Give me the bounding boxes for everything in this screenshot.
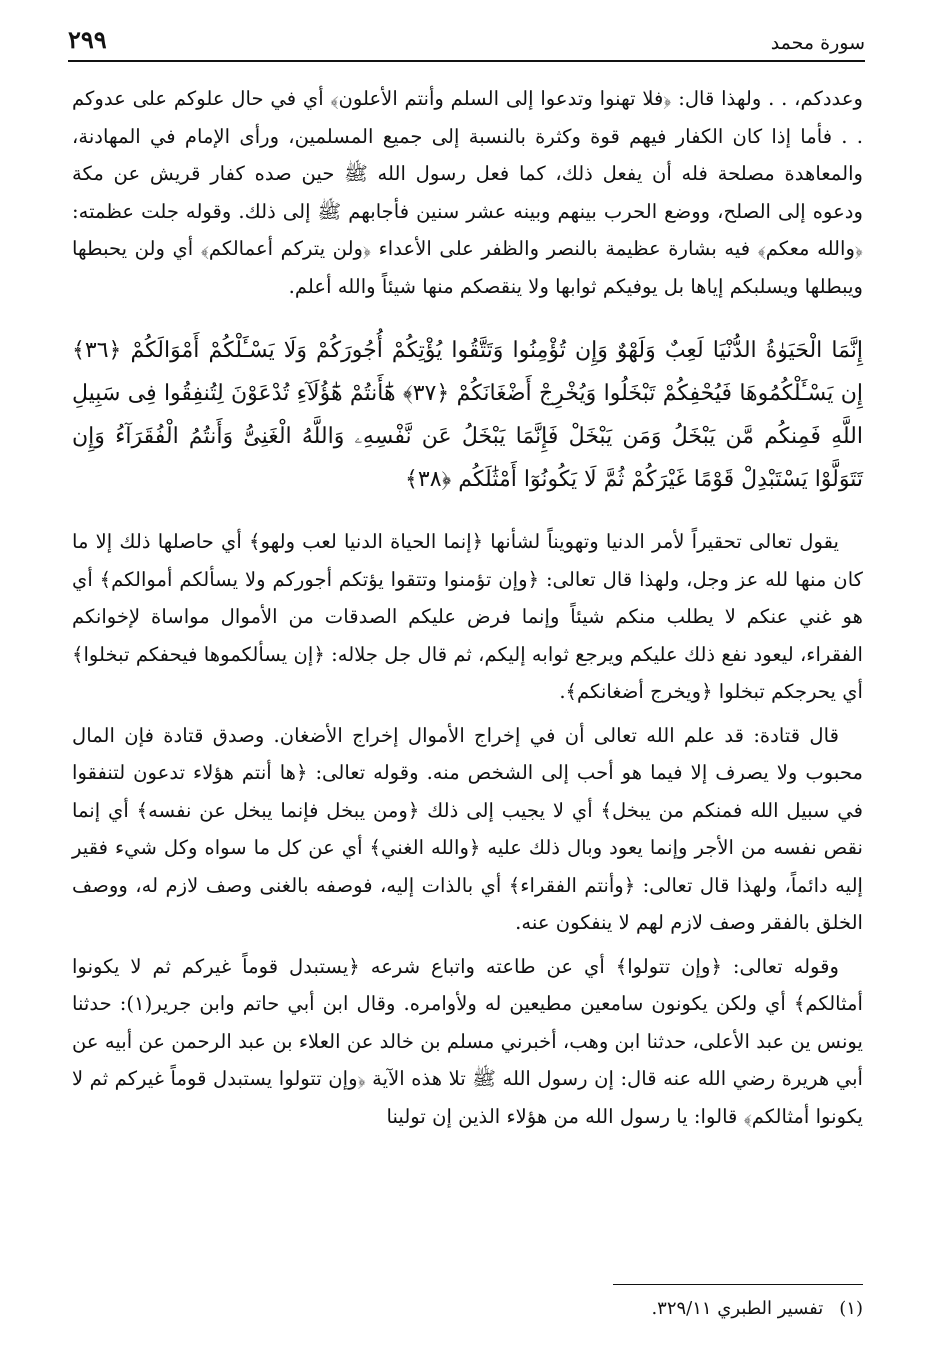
paragraph-2: يقول تعالى تحقيراً لأمر الدنيا وتهويناً لشأنها ﴿إنما الحياة الدنيا لعب ولهو﴾ أي حاصلها ذلك إلا ما كان منها لله عز وجل، ولهذا قال تعالى: ﴿وإن تؤمنوا وتتقوا يؤتكم أجوركم ولا يسألكم أموالكم﴾ أي هو غني عنكم لا يطلب منكم شيئاً وإنما فرض عليكم الصدقات من الأموال مواساة لإخوانكم الفقراء، ليعود نفع ذلك عليكم ويرجع ثوابه إليكم، ثم قال جل جلاله: ﴿إن يسألكموها فيحفكم تبخلوا﴾ أي يحرجكم تبخلوا ﴿ويخرج أضغانكم﴾. bbox=[72, 530, 863, 703]
page-number: ٢٩٩ bbox=[68, 25, 107, 54]
footnote-text: تفسير الطبري ٣٢٩/١١. bbox=[651, 1298, 824, 1319]
paragraph-4: وقوله تعالى: ﴿وإن تتولوا﴾ أي عن طاعته واتباع شرعه ﴿يستبدل قوماً غيركم ثم لا يكونوا أمثالكم﴾ أي ولكن يكونون سامعين مطيعين له ولأوامره. وقال ابن أبي حاتم وابن جرير(١): حدثنا يونس ين عبد الأعلى، حدثنا ابن وهب، أخبرني مسلم بن خالد عن العلاء بن عبد الرحمن عن أبيه عن أبي هريرة رضي الله عنه قال: إن رسول الله ﷺ تلا هذه الآية ﴿وإن تتولوا يستبدل قوماً غيركم ثم لا يكونوا أمثالكم﴾ قالوا: يا رسول الله من هؤلاء الذين إن تولينا bbox=[72, 954, 863, 1128]
footnote bbox=[651, 1298, 863, 1319]
footnote-mark: (١) bbox=[839, 1298, 863, 1319]
page-body bbox=[72, 80, 863, 1141]
paragraph-3: قال قتادة: قد علم الله تعالى أن في إخراج الأموال إخراج الأضغان. وصدق قتادة فإن المال محبوب ولا يصرف إلا فيما هو أحب إلى الشخص منه. وقوله تعالى: ﴿ها أنتم هؤلاء تدعون لتنفقوا في سبيل الله فمنكم من يبخل﴾ أي لا يجيب إلى ذلك ﴿ومن يبخل فإنما يبخل عن نفسه﴾ أي إنما نقص نفسه من الأجر وإنما يعود وبال ذلك عليه ﴿والله الغني﴾ أي عن كل ما سواه وكل شيء فقير إليه دائماً، ولهذا قال تعالى: ﴿وأنتم الفقراء﴾ أي بالذات إليه، فوصفه بالغنى وصف لازم له، ووصف الخلق بالفقر وصف لازم لهم لا ينفكون عنه. bbox=[72, 723, 863, 934]
page-header bbox=[68, 26, 865, 62]
surah-title: سورة محمد bbox=[770, 32, 865, 54]
paragraph-1: وعددكم، . . ولهذا قال: ﴿فلا تهنوا وتدعوا إلى السلم وأنتم الأعلون﴾ أي في حال علوكم على عدوكم . . فأما إذا كان الكفار فيهم قوة وكثرة بالنسبة إلى جميع المسلمين، ورأى الإمام في المهادنة، والمعاهدة مصلحة فله أن يفعل ذلك، كما فعل رسول الله ﷺ حين صده كفار قريش عن مكة ودعوه إلى الصلح، ووضع الحرب بينهم وبينه عشر سنين فأجابهم ﷺ إلى ذلك. وقوله جلت عظمته: ﴿والله معكم﴾ فيه بشارة عظيمة بالنصر والظفر على الأعداء ﴿ولن يتركم أعمالكم﴾ أي ولن يحبطها ويبطلها ويسلبكم إياها بل يوفيكم ثوابها ولا ينقصكم منها شيئاً والله أعلم. bbox=[72, 87, 863, 298]
footnote-divider bbox=[613, 1284, 863, 1285]
quran-verses: إِنَّمَا الْحَيَوٰةُ الدُّنْيَا لَعِبٌ وَلَهْوٌ وَإِن تُؤْمِنُوا وَتَتَّقُوا يُؤْتِكُمْ أُجُورَكُمْ وَلَا يَسْـَٔلْكُمْ أَمْوَالَكُمْ ﴿٣٦﴾ إِن يَسْـَٔلْكُمُوهَا فَيُحْفِكُمْ تَبْخَلُوا وَيُخْرِجْ أَضْغَانَكُمْ ﴿٣٧﴾ هَٰٓأَنتُمْ هَٰٓؤُلَآءِ تُدْعَوْنَ لِتُنفِقُوا فِى سَبِيلِ اللَّهِ فَمِنكُم مَّن يَبْخَلُ وَمَن يَبْخَلْ فَإِنَّمَا يَبْخَلُ عَن نَّفْسِهِۦ وَاللَّهُ الْغَنِىُّ وَأَنتُمُ الْفُقَرَآءُ وَإِن تَتَوَلَّوْا يَسْتَبْدِلْ قَوْمًا غَيْرَكُمْ ثُمَّ لَا يَكُونُوٓا أَمْثَٰلَكُم ﴿٣٨﴾ bbox=[72, 338, 863, 492]
